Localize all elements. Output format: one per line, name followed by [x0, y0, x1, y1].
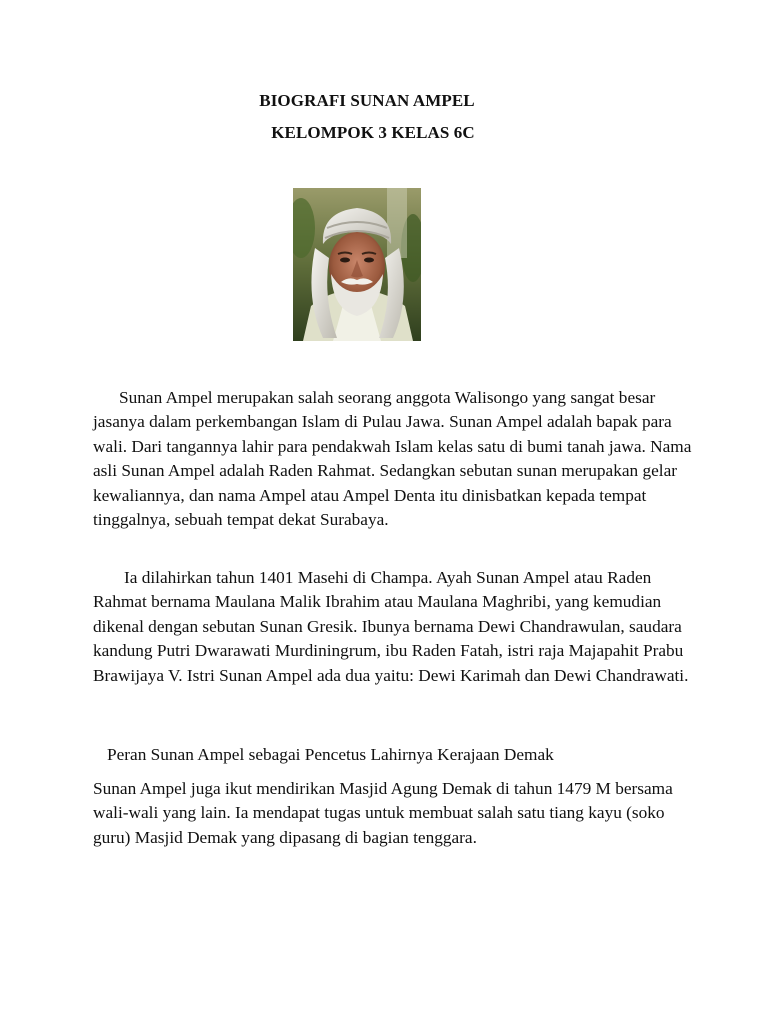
paragraph-mosque: Sunan Ampel juga ikut mendirikan Masjid Agung Demak di tahun 1479 M bersama wali-wali yang lain. Ia mendapat tugas untuk membuat salah satu tiang kayu (soko guru) Masjid Demak yang dipasang di bagian tenggara. [93, 779, 673, 847]
document-subtitle: KELOMPOK 3 KELAS 6C [271, 123, 475, 142]
section-heading-role: Peran Sunan Ampel sebagai Pencetus Lahirnya Kerajaan Demak [107, 745, 554, 764]
paragraph-birth: Ia dilahirkan tahun 1401 Masehi di Champa. Ayah Sunan Ampel atau Raden Rahmat bernama Maulana Malik Ibrahim atau Maulana Maghribi, yang kemudian dikenal dengan sebutan Sunan Gresik. Ibunya bernama Dewi Chandrawulan, saudara kandung Putri Dwarawati Murdiningrum, ibu Raden Fatah, istri raja Majapahit Prabu Brawijaya V. Istri Sunan Ampel ada dua yaitu: Dewi Karimah dan Dewi Chandrawati. [93, 568, 689, 685]
paragraph-intro: Sunan Ampel merupakan salah seorang anggota Walisongo yang sangat besar jasanya dalam perkembangan Islam di Pulau Jawa. Sunan Ampel adalah bapak para wali. Dari tangannya lahir para pendakwah Islam kelas satu di bumi tanah jawa. Nama asli Sunan Ampel adalah Raden Rahmat. Sedangkan sebutan sunan merupakan gelar kewaliannya, dan nama Ampel atau Ampel Denta itu dinisbatkan kepada tempat tinggalnya, sebuah tempat dekat Surabaya. [93, 388, 692, 530]
portrait-image [293, 188, 421, 341]
document-title: BIOGRAFI SUNAN AMPEL [259, 91, 475, 110]
